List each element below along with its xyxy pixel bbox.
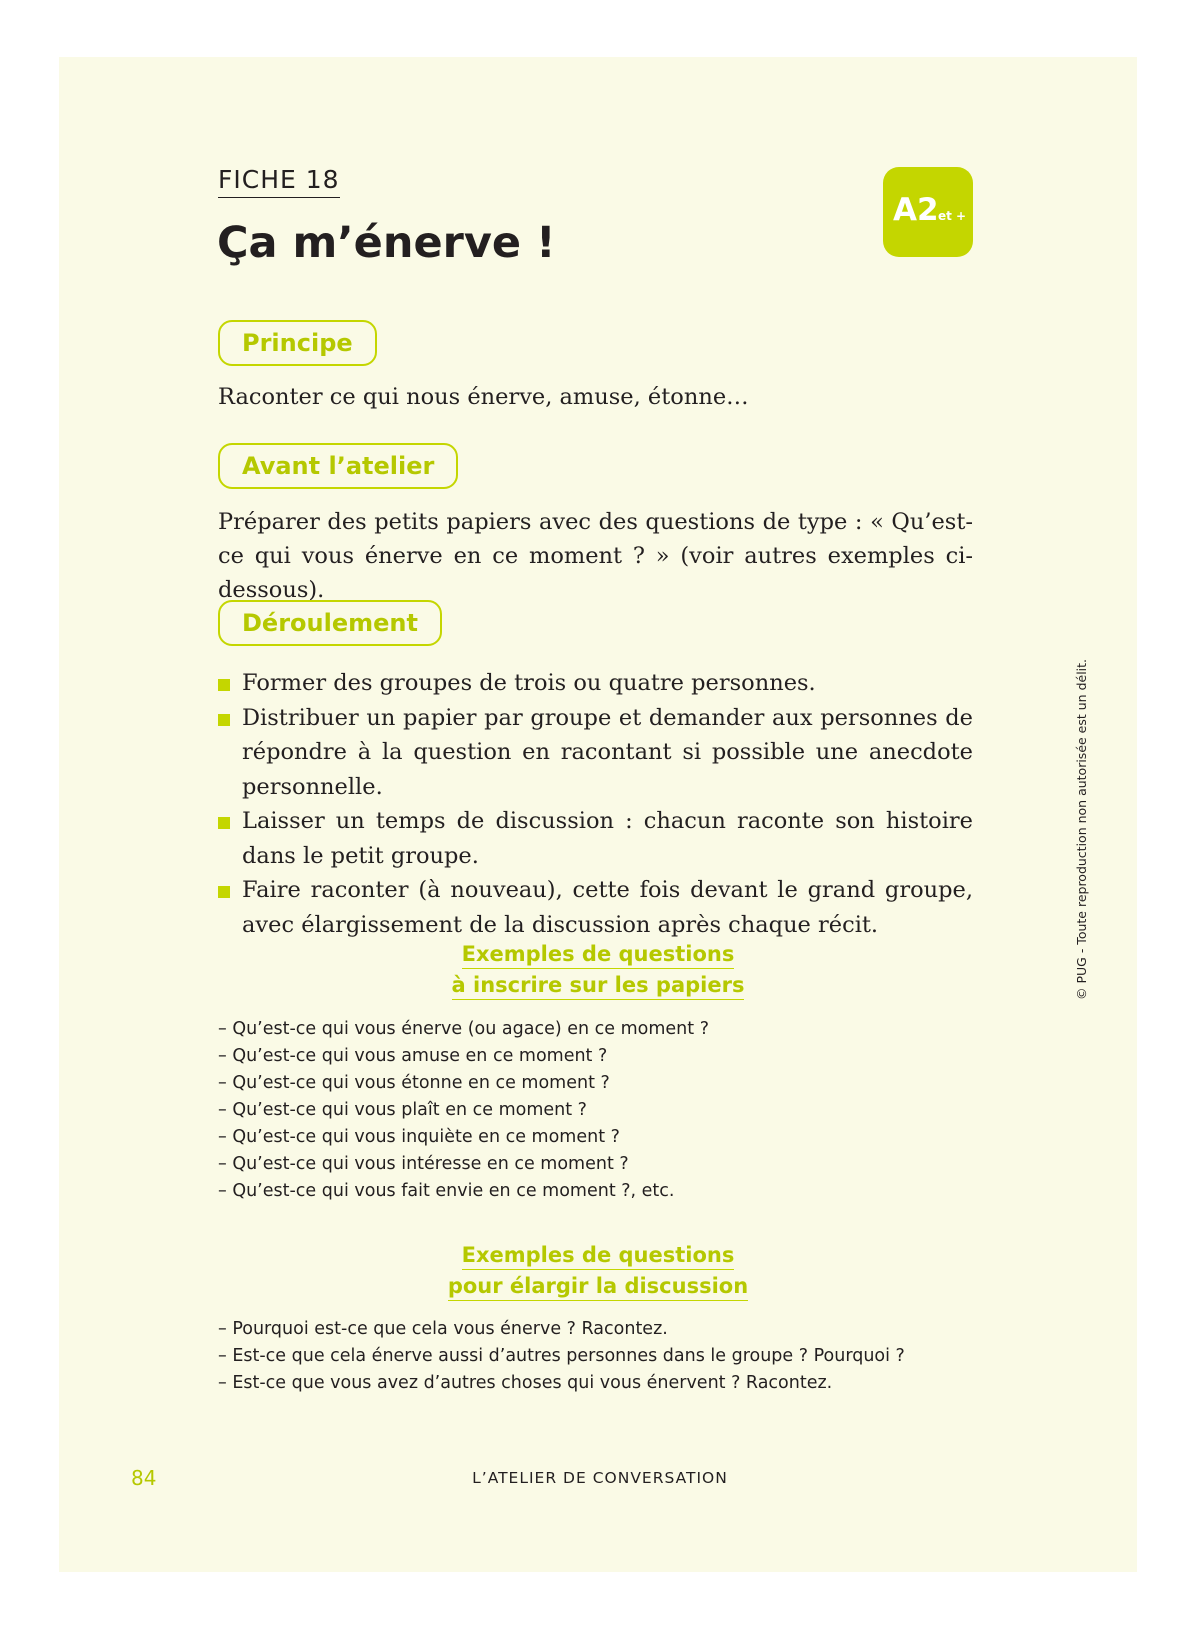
level-label: A2 — [893, 192, 939, 228]
square-bullet-icon — [218, 679, 230, 691]
list-item: – Qu’est-ce qui vous amuse en ce moment ? — [218, 1046, 608, 1066]
list-item: – Qu’est-ce qui vous inquiète en ce moment ? — [218, 1127, 620, 1147]
square-bullet-icon — [218, 817, 230, 829]
level-badge — [883, 167, 973, 257]
list-item: – Est-ce que vous avez d’autres choses qui vous énervent ? Racontez. — [218, 1373, 833, 1393]
list-item: – Qu’est-ce qui vous plaît en ce moment ? — [218, 1100, 587, 1120]
section-label-deroulement: Déroulement — [218, 600, 442, 646]
list-item: – Est-ce que cela énerve aussi d’autres personnes dans le groupe ? Pourquoi ? — [218, 1346, 905, 1366]
list-item: Faire raconter (à nouveau), cette fois devant le grand groupe, avec élargissement de la discussion après chaque récit. — [218, 873, 973, 942]
list-item: Laisser un temps de discussion : chacun raconte son histoire dans le petit groupe. — [218, 804, 973, 873]
copyright-notice: © PUG - Toute reproduction non autorisée est un délit. — [1074, 658, 1089, 1000]
section-label-principe: Principe — [218, 320, 377, 366]
list-item: – Qu’est-ce qui vous intéresse en ce moment ? — [218, 1154, 629, 1174]
principe-text: Raconter ce qui nous énerve, amuse, étonne… — [218, 384, 749, 410]
fiche-number: FICHE 18 — [218, 165, 340, 198]
list-item: – Qu’est-ce qui vous étonne en ce moment ? — [218, 1073, 610, 1093]
list-item: – Qu’est-ce qui vous fait envie en ce moment ?, etc. — [218, 1181, 675, 1201]
section-label-avant-atelier: Avant l’atelier — [218, 443, 458, 489]
avant-atelier-text: Préparer des petits papiers avec des questions de type : « Qu’est-ce qui vous énerve en ce moment ? » (voir autres exemples ci-dessous). — [218, 509, 973, 603]
examples-discussion-heading: Exemples de questions pour élargir la discussion — [418, 1240, 778, 1302]
examples-discussion-list — [218, 1316, 978, 1397]
examples-papers-list — [218, 1016, 978, 1205]
examples-papers-heading: Exemples de questions à inscrire sur les papiers — [418, 939, 778, 1001]
deroulement-list — [218, 666, 973, 942]
list-item: Former des groupes de trois ou quatre personnes. — [218, 666, 973, 701]
list-item: – Qu’est-ce qui vous énerve (ou agace) en ce moment ? — [218, 1019, 709, 1039]
square-bullet-icon — [218, 886, 230, 898]
list-item: Distribuer un papier par groupe et demander aux personnes de répondre à la question en racontant si possible une anecdote personnelle. — [218, 701, 973, 805]
square-bullet-icon — [218, 714, 230, 726]
book-title-footer: L’ATELIER DE CONVERSATION — [472, 1469, 728, 1487]
page-number: 84 — [131, 1466, 157, 1490]
level-suffix: et + — [938, 209, 967, 223]
list-item: – Pourquoi est-ce que cela vous énerve ? Racontez. — [218, 1319, 668, 1339]
page-title: Ça m’énerve ! — [217, 218, 556, 268]
